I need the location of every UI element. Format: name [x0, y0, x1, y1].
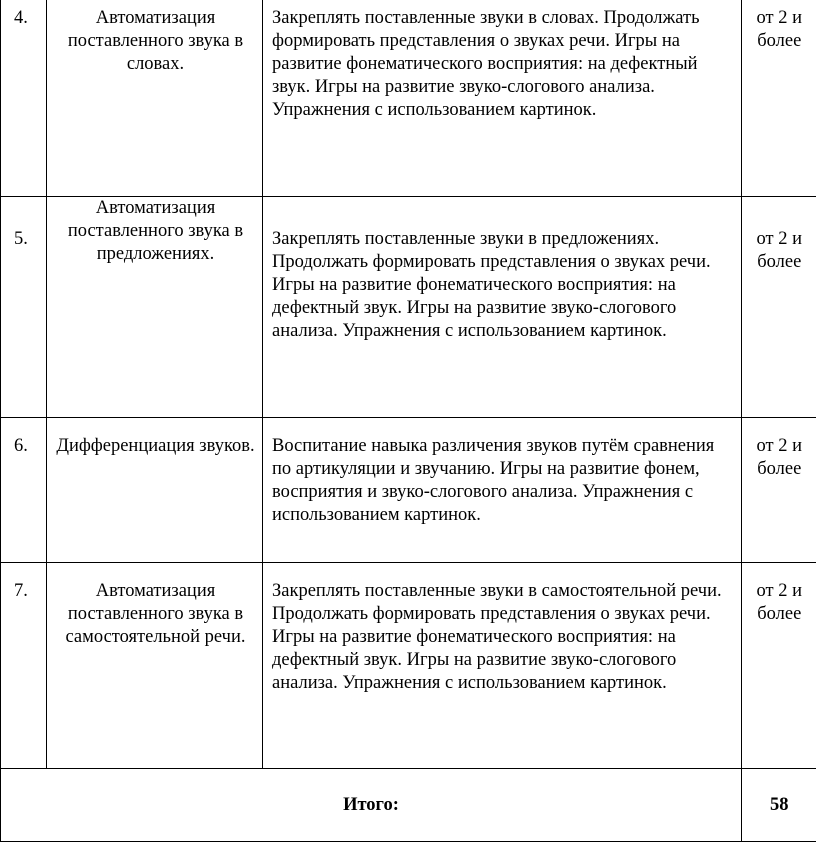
row-number: 6.	[1, 418, 47, 563]
row-hours: от 2 и более	[742, 418, 816, 563]
row-number: 4.	[1, 0, 47, 197]
row-topic: Автоматизация поставленного звука в самостоятельной речи.	[47, 563, 263, 769]
row-topic: Автоматизация поставленного звука в словах.	[47, 0, 263, 197]
row-description: Воспитание навыка различения звуков путём сравнения по артикуляции и звучанию. Игры на развитие фонем, восприятия и звуко-слогового анализа. Упражнения с использованием картинок.	[263, 418, 742, 563]
row-number: 5.	[1, 197, 47, 418]
row-description: Закреплять поставленные звуки в самостоятельной речи. Продолжать формировать представления о звуках речи. Игры на развитие фонематического восприятия: на дефектный звук. Игры на развитие звуко-слогового анализа. Упражнения с использованием картинок.	[263, 563, 742, 769]
row-number: 7.	[1, 563, 47, 769]
row-description: Закреплять поставленные звуки в словах. Продолжать формировать представления о звуках речи. Игры на развитие фонематического восприятия: на дефектный звук. Игры на развитие звуко-слогового анализа. Упражнения с использованием картинок.	[263, 0, 742, 197]
total-value: 58	[742, 769, 816, 842]
total-label: Итого:	[1, 769, 742, 842]
total-row	[1, 769, 816, 842]
table-row	[1, 0, 816, 197]
row-topic: Дифференциация звуков.	[47, 418, 263, 563]
row-hours: от 2 и более	[742, 563, 816, 769]
row-hours: от 2 и более	[742, 0, 816, 197]
row-hours: от 2 и более	[742, 197, 816, 418]
table-row	[1, 563, 816, 769]
table-row	[1, 418, 816, 563]
table-row	[1, 197, 816, 418]
row-topic: Автоматизация поставленного звука в предложениях.	[47, 197, 263, 418]
row-description: Закреплять поставленные звуки в предложениях. Продолжать формировать представления о звуках речи. Игры на развитие фонематического восприятия: на дефектный звук. Игры на развитие звуко-слогового анализа. Упражнения с использованием картинок.	[263, 197, 742, 418]
